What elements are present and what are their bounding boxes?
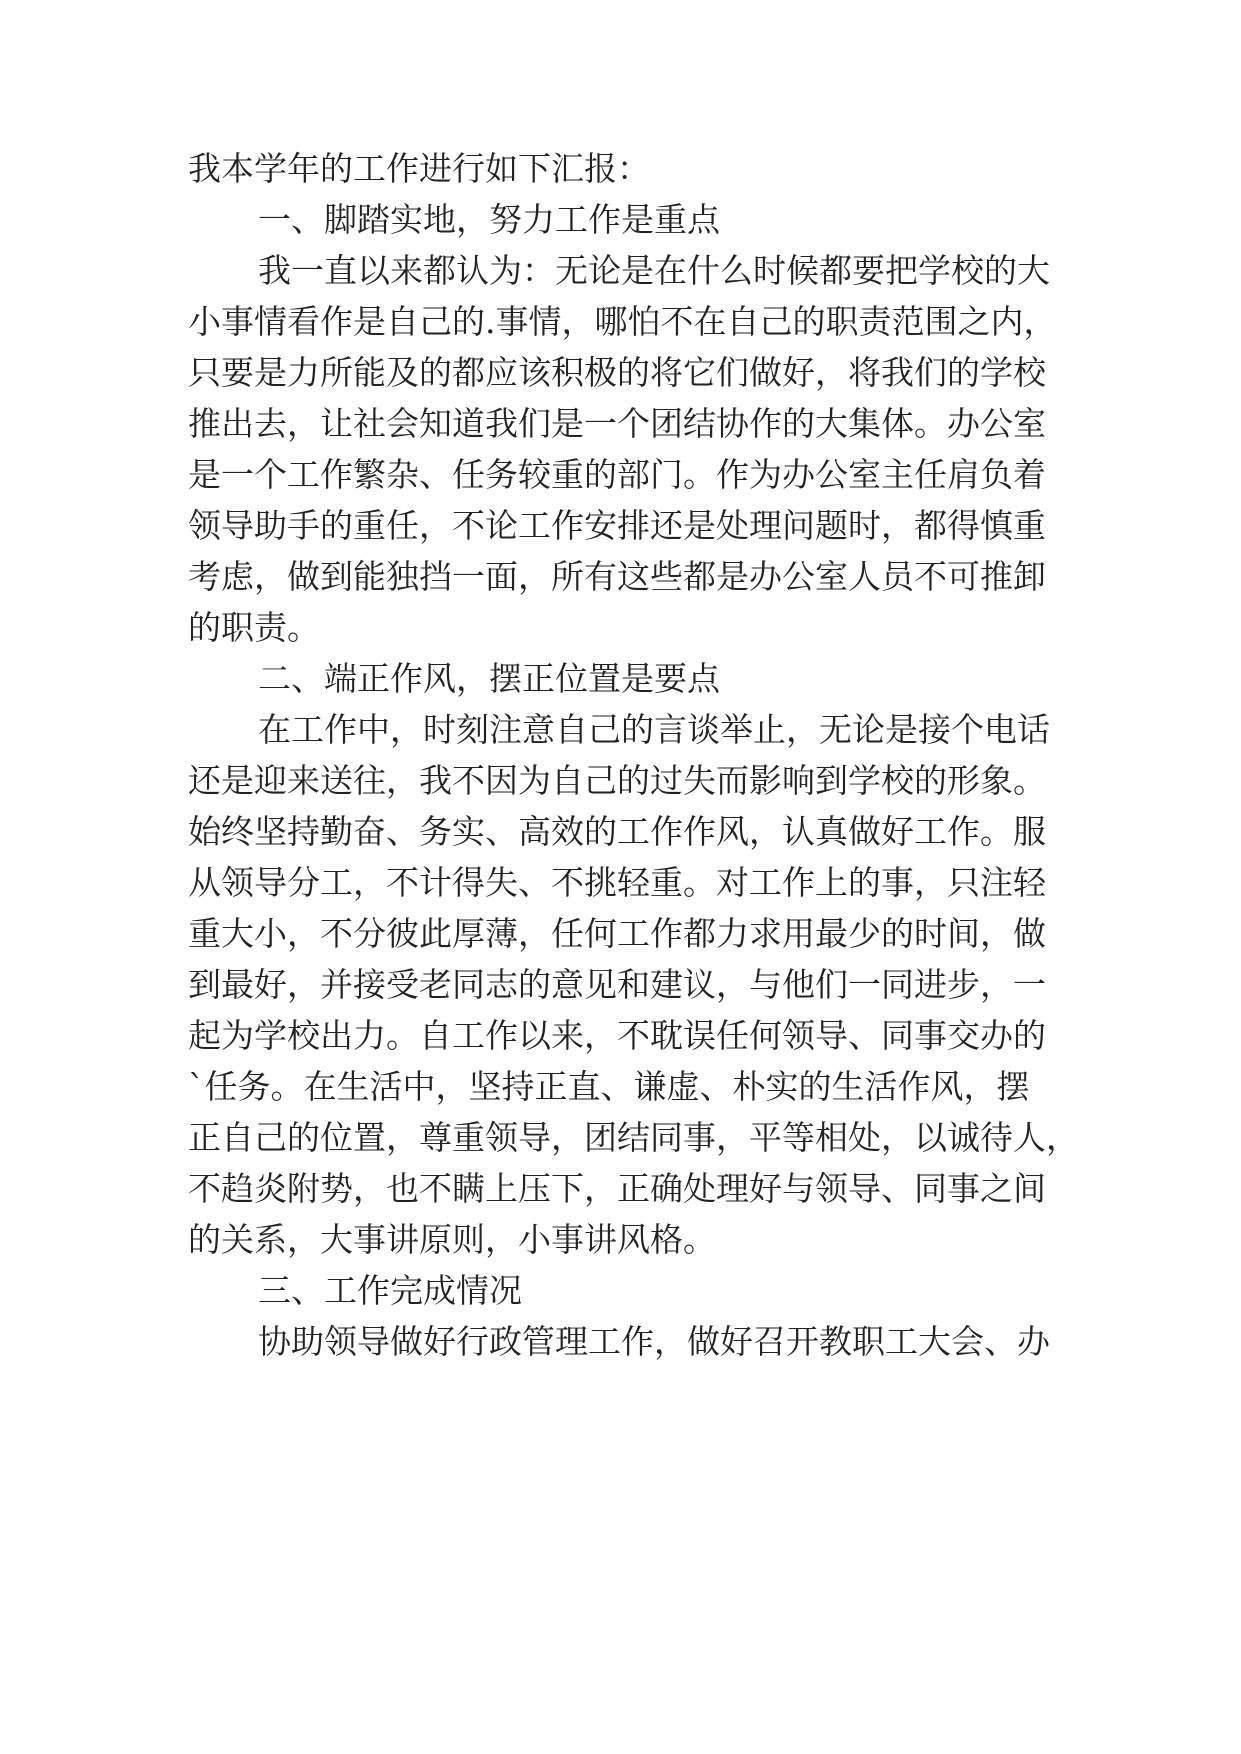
text-line: 的职责。 <box>188 608 320 647</box>
section-heading: 一、脚踏实地，努力工作是重点 <box>258 200 720 239</box>
text-line: 从领导分工，不计得失、不挑轻重。对工作上的事，只注轻 <box>188 863 1046 902</box>
text-line: 是一个工作繁杂、任务较重的部门。作为办公室主任肩负着 <box>188 455 1046 494</box>
text-line: 我本学年的工作进行如下汇报： <box>188 149 650 188</box>
text-line: `任务。在生活中，坚持正直、谦虚、朴实的生活作风，摆 <box>188 1067 1030 1106</box>
text-line: 正自己的位置，尊重领导，团结同事，平等相处，以诚待人， <box>188 1118 1079 1157</box>
text-line: 的关系，大事讲原则，小事讲风格。 <box>188 1220 716 1259</box>
text-line: 到最好，并接受老同志的意见和建议，与他们一同进步，一 <box>188 965 1046 1004</box>
text-line: 协助领导做好行政管理工作，做好召开教职工大会、办 <box>258 1322 1050 1361</box>
text-line: 考虑，做到能独挡一面，所有这些都是办公室人员不可推卸 <box>188 557 1046 596</box>
text-line: 我一直以来都认为：无论是在什么时候都要把学校的大 <box>258 251 1050 290</box>
text-line: 始终坚持勤奋、务实、高效的工作作风，认真做好工作。服 <box>188 812 1046 851</box>
section-heading: 二、端正作风，摆正位置是要点 <box>258 659 720 698</box>
text-line: 领导助手的重任，不论工作安排还是处理问题时，都得慎重 <box>188 506 1046 545</box>
text-line: 重大小，不分彼此厚薄，任何工作都力求用最少的时间，做 <box>188 914 1046 953</box>
text-line: 推出去，让社会知道我们是一个团结协作的大集体。办公室 <box>188 404 1046 443</box>
section-heading: 三、工作完成情况 <box>258 1271 522 1310</box>
text-line: 不趋炎附势，也不瞒上压下，正确处理好与领导、同事之间 <box>188 1169 1046 1208</box>
text-line: 还是迎来送往，我不因为自己的过失而影响到学校的形象。 <box>188 761 1046 800</box>
text-line: 在工作中，时刻注意自己的言谈举止，无论是接个电话 <box>258 710 1050 749</box>
text-line: 只要是力所能及的都应该积极的将它们做好，将我们的学校 <box>188 353 1046 392</box>
text-line: 小事情看作是自己的.事情，哪怕不在自己的职责范围之内， <box>188 302 1057 341</box>
text-line: 起为学校出力。自工作以来，不耽误任何领导、同事交办的 <box>188 1016 1046 1055</box>
